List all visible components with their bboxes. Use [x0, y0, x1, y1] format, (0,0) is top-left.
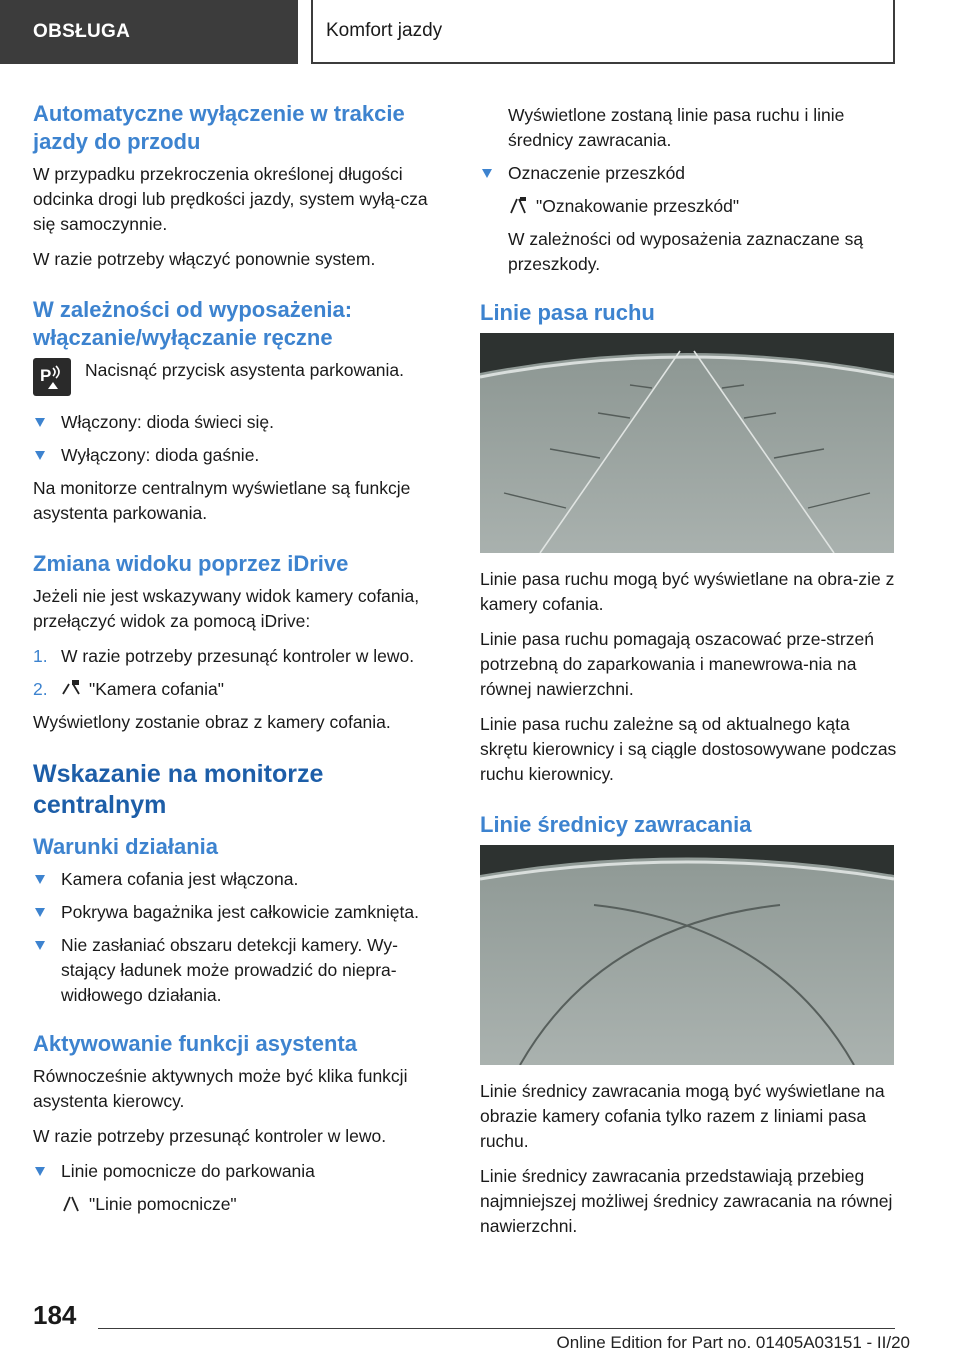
footer-divider: [98, 1328, 895, 1329]
obstacle-text: W zależności od wyposażenia zaznaczane są przeszkody.: [508, 229, 864, 274]
left-column: [33, 100, 449, 1225]
manual-text: Na monitorze centralnym wyświetlane są funkcje asystenta parkowania.: [33, 478, 411, 523]
continued-text: Wyświetlone zostaną linie pasa ruchu i linie średnicy zawracania.: [508, 105, 845, 150]
right-column: [480, 103, 898, 1249]
list-item: Włączony: dioda świeci się.: [33, 410, 449, 435]
list-item: Nie zasłaniać obszaru detekcji kamery. Wy-stający ładunek może prowadzić do niepra-widłowego działania.: [33, 933, 449, 1008]
park-button-instruction: [33, 358, 449, 396]
lane-lines-camera-image: [480, 333, 894, 553]
section-tab: [0, 0, 298, 64]
list-item: Wyłączony: dioda gaśnie.: [33, 443, 449, 468]
guide-lines-icon: [61, 1193, 81, 1213]
edition-text: Online Edition for Part no. 01405A03151 - II/20: [556, 1333, 910, 1352]
conditions-heading: Warunki działania: [33, 834, 219, 859]
chapter-tab: [311, 0, 895, 64]
activate-text: Równocześnie aktywnych może być klika funkcji asystenta kierowcy.: [33, 1066, 408, 1111]
lanes-text-2: Linie pasa ruchu pomagają oszacować prze-strzeń potrzebną do zaparkowania i manewrowa-nia na równej nawierzchni.: [480, 629, 874, 699]
idrive-text: Jeżeli nie jest wskazywany widok kamery cofania, przełączyć widok za pomocą iDrive:: [33, 586, 420, 631]
auto-off-heading: Automatyczne wyłączenie w trakcie jazdy do przodu: [33, 101, 405, 154]
obstacle-marking-icon: [508, 195, 528, 215]
page-number: 184: [33, 1300, 77, 1330]
manual-heading: W zależności od wyposażenia: włączanie/wyłączanie ręczne: [33, 297, 353, 350]
step-item: 1. W razie potrzeby przesunąć kontroler w lewo.: [33, 646, 415, 666]
lanes-text-3: Linie pasa ruchu zależne są od aktualnego kąta skrętu kierownicy i są ciągle dostosowywane podczas ruchu kierownicy.: [480, 714, 897, 784]
list-item: Linie pomocnicze do parkowania: [33, 1159, 449, 1184]
sub-item: "Linie pomocnicze": [33, 1192, 449, 1217]
step-item: 2. "Kamera cofania": [33, 679, 224, 699]
lanes-heading: Linie pasa ruchu: [480, 300, 655, 325]
display-heading: Wskazanie na monitorze centralnym: [33, 760, 324, 819]
auto-off-text: W przypadku przekroczenia określonej długości odcinka drogi lub prędkości jazdy, system wyłą-cza się samoczynnie.: [33, 164, 428, 234]
idrive-text-2: Wyświetlony zostanie obraz z kamery cofania.: [33, 712, 391, 732]
turning-text: Linie średnicy zawracania mogą być wyświetlane na obrazie kamery cofania tylko razem z liniami pasa ruchu.: [480, 1081, 885, 1151]
section-title: OBSŁUGA: [33, 21, 131, 42]
chapter-title: Komfort jazdy: [326, 20, 443, 41]
list-item: Oznaczenie przeszkód: [480, 161, 898, 186]
park-button-text: Nacisnąć przycisk asystenta parkowania.: [85, 360, 405, 380]
turning-heading: Linie średnicy zawracania: [480, 812, 752, 837]
park-assist-button-icon: [33, 358, 71, 396]
sub-item: "Oznakowanie przeszkód": [480, 194, 898, 219]
idrive-heading: Zmiana widoku poprzez iDrive: [33, 551, 349, 576]
svg-text:P: P: [40, 366, 52, 385]
list-item: Kamera cofania jest włączona.: [33, 867, 449, 892]
lanes-text: Linie pasa ruchu mogą być wyświetlane na obra-zie z kamery cofania.: [480, 569, 895, 614]
list-item: Pokrywa bagażnika jest całkowicie zamknięta.: [33, 900, 449, 925]
activate-heading: Aktywowanie funkcji asystenta: [33, 1031, 357, 1056]
activate-text-2: W razie potrzeby przesunąć kontroler w lewo.: [33, 1126, 387, 1146]
rear-camera-icon: [61, 678, 81, 698]
turning-text-2: Linie średnicy zawracania przedstawiają przebieg najmniejszej możliwej średnicy zawracania na równej nawierzchni.: [480, 1166, 893, 1236]
turning-circle-camera-image: [480, 845, 894, 1065]
auto-off-text-2: W razie potrzeby włączyć ponownie system.: [33, 249, 376, 269]
